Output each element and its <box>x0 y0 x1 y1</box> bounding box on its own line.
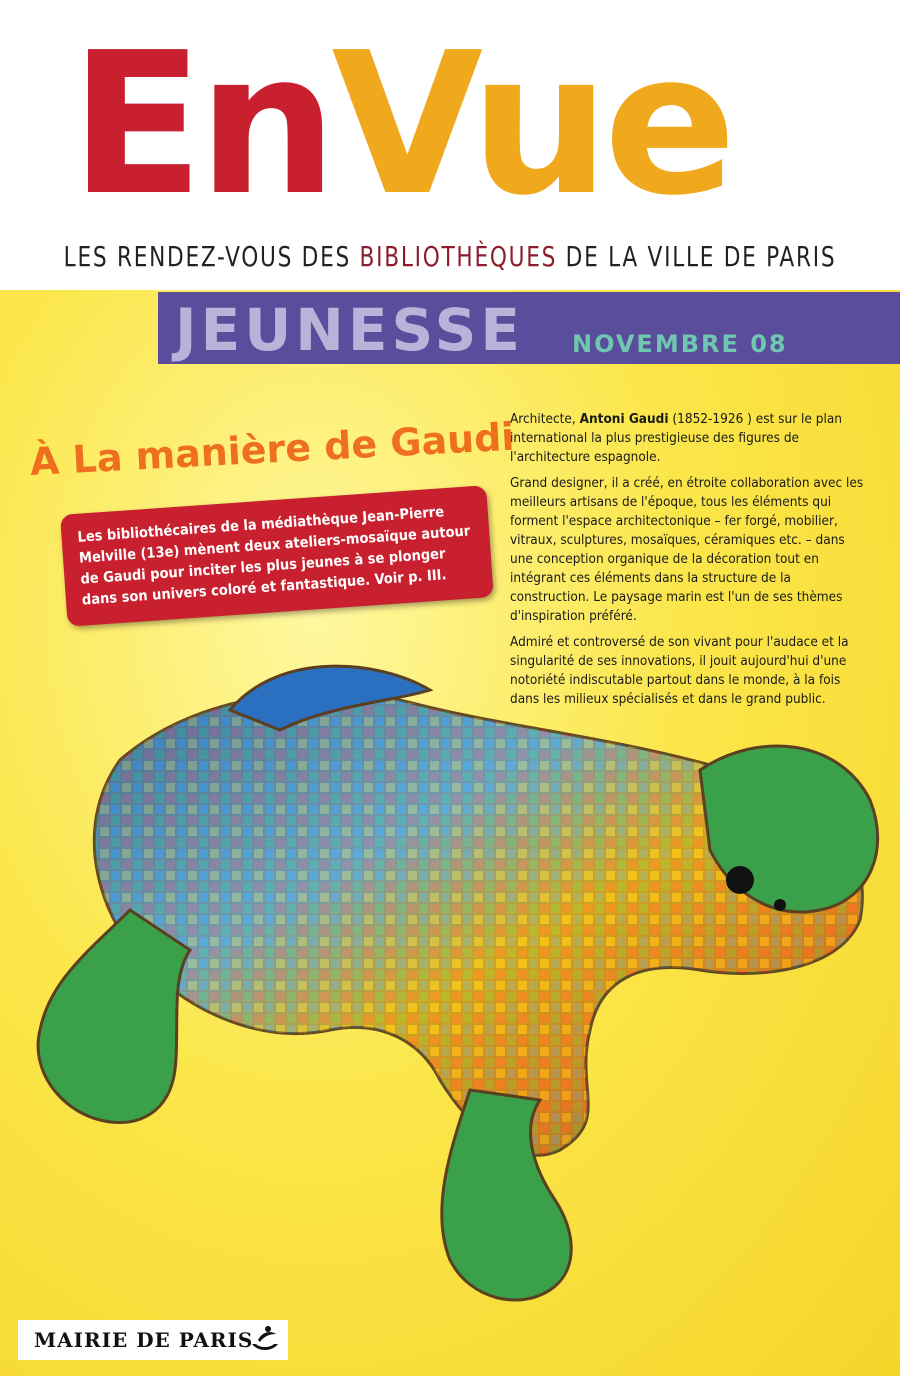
footer-badge <box>18 1320 288 1360</box>
article-title: À La manière de Gaudi <box>28 414 516 484</box>
tagline-highlight: BIBLIOTHÈQUES <box>359 240 558 273</box>
article-paragraph-2: Grand designer, il a créé, en étroite collaboration avec les meilleurs artisans de l'époque, tous les éléments qui forment l'espace architectonique – fer forgé, mobilier, vitraux, sculptures, mosaïques, céramiques etc. – dans une conception organique de la décoration tout en intégrant ces éléments dans la structure de la construction. Le paysage marin est l'un de ses thèmes d'inspiration préféré. <box>510 475 864 624</box>
article-paragraph-3: Admiré et controversé de son vivant pour l'audace et la singularité de ses innovations, il jouit aujourd'hui d'une notoriété indiscutable partout dans le monde, à la fois dans les milieux spécialisés et dans le grand public. <box>510 634 849 707</box>
section-name: JEUNESSE <box>175 296 525 364</box>
mosaic-lizard-image <box>0 650 900 1340</box>
header <box>0 0 900 290</box>
paris-ship-icon <box>248 1324 282 1356</box>
lizard-nostril <box>774 899 786 911</box>
p1-after: (1852-1926 ) est sur le plan international la plus prestigieuse des figures de l'architecture espagnole. <box>510 411 842 465</box>
lizard-eye <box>726 866 754 894</box>
lizard-front-left-leg <box>38 910 190 1123</box>
architect-name: Antoni Gaudi <box>579 411 669 427</box>
callout-box: Les bibliothécaires de la médiathèque Jean-Pierre Melville (13e) mènent deux ateliers-mosaïque autour de Gaudi pour inciter les plus jeunes à se plonger dans son univers coloré et fantastique. Voir p. III. <box>60 485 494 627</box>
mairie-de-paris-label: MAIRIE DE PARIS <box>34 1328 254 1352</box>
issue-month: NOVEMBRE 08 <box>572 330 788 358</box>
tagline-after: DE LA VILLE DE PARIS <box>557 240 837 273</box>
logo-vue: Vue <box>331 11 731 239</box>
envue-logo <box>70 10 731 240</box>
article-paragraph-1 <box>510 410 870 467</box>
p1-before: Architecte, <box>510 411 580 427</box>
tagline-before: LES RENDEZ-VOUS DES <box>63 240 360 273</box>
logo-en: En <box>70 11 332 239</box>
tagline <box>63 240 837 273</box>
